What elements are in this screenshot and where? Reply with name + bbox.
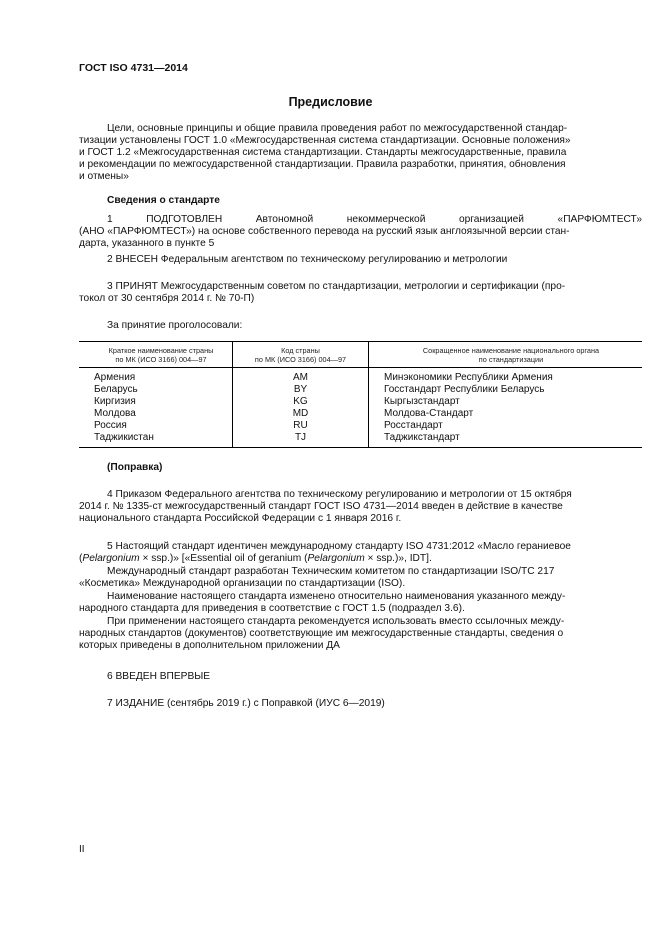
country-cell: Армения <box>94 372 136 383</box>
item5-p3-line: Наименование настоящего стандарта изменено относительно наименования указанного между- <box>107 591 566 602</box>
country-cell: Киргизия <box>94 396 136 407</box>
document-id: ГОСТ ISO 4731—2014 <box>79 62 188 74</box>
item5-p4-line: При применении настоящего стандарта рекомендуется использовать вместо ссылочных между- <box>107 616 565 627</box>
item5-p3-line: народного стандарта для приведения в соответствие с ГОСТ 1.5 (подраздел 3.6). <box>79 603 465 614</box>
table-row <box>79 432 642 448</box>
column-header-line: по МК (ИСО 3166) 004—97 <box>115 355 207 364</box>
code-cell: BY <box>233 384 369 396</box>
code-cell: AM <box>233 368 369 385</box>
item4-line: 4 Приказом Федерального агентства по техническому регулированию и метрологии от 15 октября <box>107 489 572 500</box>
agency-cell: Минэкономики Республики Армения <box>384 372 553 383</box>
table-row <box>79 384 642 396</box>
column-header-line: Сокращенное наименование национального органа <box>422 346 600 355</box>
intro-line: тизации установлены ГОСТ 1.0 «Межгосударственная система стандартизации. Основные положения» <box>79 135 571 146</box>
column-header <box>233 342 369 368</box>
intro-line: Цели, основные принципы и общие правила проведения работ по межгосударственной стандар- <box>107 123 568 134</box>
voted-label: За принятие проголосовали: <box>107 320 243 331</box>
page-title: Предисловие <box>288 95 373 109</box>
table-row <box>79 368 642 385</box>
column-header-line: по МК (ИСО 3166) 004—97 <box>254 355 347 364</box>
code-cell: TJ <box>233 432 369 448</box>
column-header <box>369 342 643 368</box>
code-cell: MD <box>233 408 369 420</box>
column-header-line: Краткое наименование страны <box>108 346 214 355</box>
code-cell: RU <box>233 420 369 432</box>
item5-p2-line: «Косметика» Международной организации по стандартизации (ISO). <box>79 578 406 589</box>
item3-line: 3 ПРИНЯТ Межгосударственным советом по стандартизации, метрологии и сертификации (про- <box>107 281 566 292</box>
item1-line: 1 ПОДГОТОВЛЕН Автономной некоммерческой организацией «ПАРФЮМТЕСТ» <box>107 214 642 225</box>
intro-line: и рекомендации по межгосударственной стандартизации. Правила разработки, принятия, обновления <box>79 159 566 170</box>
item5-p2-line: Международный стандарт разработан Техническим комитетом по стандартизации ISO/TC 217 <box>107 566 555 577</box>
column-header <box>79 342 233 368</box>
page-number: II <box>79 844 85 855</box>
latin-genus: Pelargonium <box>82 553 140 564</box>
country-cell: Молдова <box>94 408 136 419</box>
item2: 2 ВНЕСЕН Федеральным агентством по техническому регулированию и метрологии <box>107 254 508 265</box>
item1-line: дарта, указанного в пункте 5 <box>79 238 215 249</box>
item5-line: 5 Настоящий стандарт идентичен международному стандарту ISO 4731:2012 «Масло гераниевое <box>107 541 571 552</box>
countries-table <box>79 341 642 448</box>
table-row <box>79 408 642 420</box>
amendment-label: (Поправка) <box>107 462 163 473</box>
item7: 7 ИЗДАНИЕ (сентябрь 2019 г.) с Поправкой (ИУС 6—2019) <box>107 698 385 709</box>
table-row <box>79 396 642 408</box>
column-header-line: Код страны <box>281 346 320 355</box>
item6: 6 ВВЕДЕН ВПЕРВЫЕ <box>107 671 211 682</box>
country-cell: Россия <box>94 420 127 431</box>
table-header-row <box>79 342 642 368</box>
item3-line: токол от 30 сентября 2014 г. № 70-П) <box>79 293 255 304</box>
agency-cell: Госстандарт Республики Беларусь <box>384 384 545 395</box>
item5-p4-line: народных стандартов (документов) соответствующие им межгосударственные стандарты, сведения о <box>79 628 564 639</box>
latin-genus: Pelargonium <box>307 553 365 564</box>
section-heading: Сведения о стандарте <box>107 195 220 206</box>
agency-cell: Таджикстандарт <box>369 432 643 448</box>
country-cell: Таджикистан <box>79 432 233 448</box>
column-header-line: по стандартизации <box>478 355 544 364</box>
item4-line: национального стандарта Российской Федерации с 1 января 2016 г. <box>79 513 402 524</box>
item5-line: (Pelargonium × ssp.)» [«Essential oil of geranium (Pelargonium × ssp.)», IDT]. <box>79 553 432 564</box>
agency-cell: Росстандарт <box>384 420 443 431</box>
agency-cell: Кыргызстандарт <box>384 396 460 407</box>
table-row <box>79 420 642 432</box>
item1-line: (АНО «ПАРФЮМТЕСТ») на основе собственного перевода на русский язык англоязычной версии стан- <box>79 226 570 237</box>
item4-line: 2014 г. № 1335-ст межгосударственный стандарт ГОСТ ISO 4731—2014 введен в действие в качестве <box>79 501 563 512</box>
agency-cell: Молдова-Стандарт <box>384 408 474 419</box>
intro-line: и ГОСТ 1.2 «Межгосударственная система стандартизации. Стандарты межгосударственные, правила <box>79 147 567 158</box>
code-cell: KG <box>233 396 369 408</box>
item5-p4-line: которых приведены в дополнительном приложении ДА <box>79 640 340 651</box>
intro-line: и отмены» <box>79 171 129 182</box>
country-cell: Беларусь <box>94 384 138 395</box>
